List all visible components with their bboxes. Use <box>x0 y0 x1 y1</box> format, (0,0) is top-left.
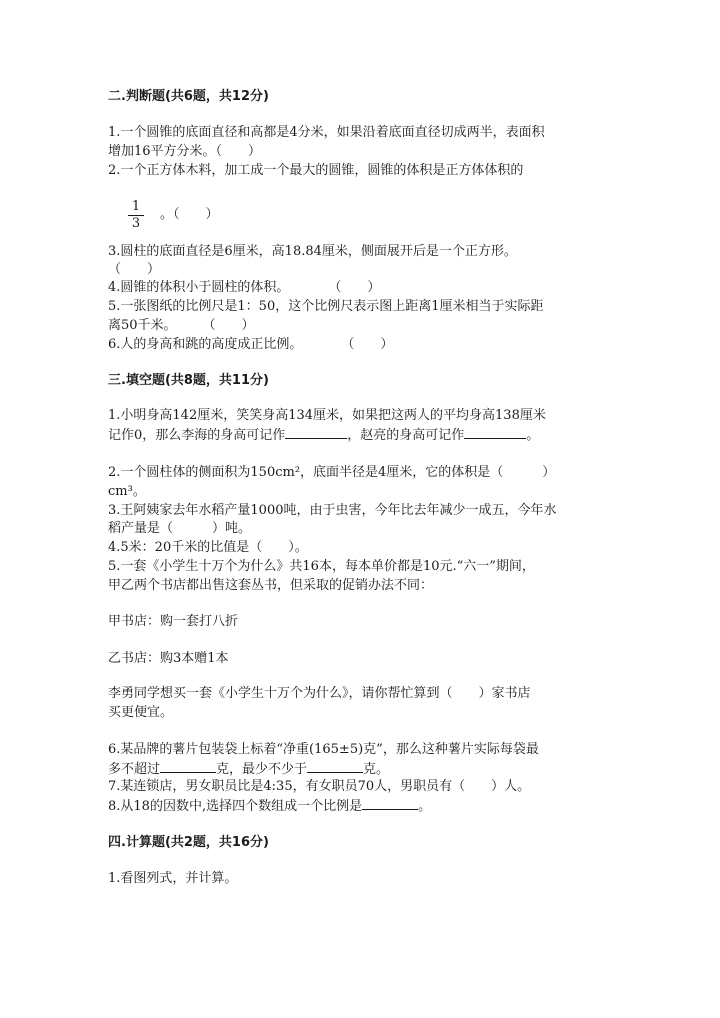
s3-q1-line2 <box>108 426 539 445</box>
s3-q3-line1: 3.王阿姨家去年水稻产量1000吨，由于虫害，今年比去年减少一成五，今年水 <box>108 503 557 518</box>
s4-q1: 1.看图列式，并计算。 <box>108 871 238 886</box>
answer-blank[interactable] <box>285 426 347 439</box>
s2-q5-line2: 离50千米。 （ ） <box>108 318 255 333</box>
section-3-title: 三.填空题(共8题，共11分) <box>108 373 269 388</box>
s3-q1-text-a: 记作0，那么李海的身高可记作 <box>108 428 286 443</box>
section-4-title: 四.计算题(共2题，共16分) <box>108 835 269 850</box>
s2-q2-line1: 2.一个正方体木料，加工成一个最大的圆锥，圆锥的体积是正方体体积的 <box>108 163 524 178</box>
s2-q1-line2: 增加16平方分米。（ ） <box>108 144 262 159</box>
s3-q3-line2: 稻产量是（ ）吨。 <box>108 521 252 536</box>
s3-shop-a: 甲书店：购一套打八折 <box>108 614 239 629</box>
s3-q5-line1: 5.一套《小学生十万个为什么》共16本，每本单价都是10元.“六一”期间， <box>108 559 535 574</box>
s3-q7: 7.某连锁店，男女职员比是4:35，有女职员70人，男职员有（ ）人。 <box>108 779 531 794</box>
s2-q3-line1: 3.圆柱的底面直径是6厘米，高18.84厘米，侧面展开后是一个正方形。 <box>108 244 517 259</box>
s2-q5-line1: 5.一张图纸的比例尺是1：50，这个比例尺表示图上距离1厘米相当于实际距 <box>108 299 544 314</box>
answer-blank[interactable] <box>362 797 418 810</box>
s3-shop-b: 乙书店：购3本赠1本 <box>108 651 229 666</box>
fraction-numerator: 1 <box>131 199 141 214</box>
s3-q6-line1: 6.某品牌的薯片包装袋上标着“净重(165±5)克”，那么这种薯片实际每袋最 <box>108 742 539 757</box>
s3-q5-line3: 李勇同学想买一套《小学生十万个为什么》，请你帮忙算到（ ）家书店 <box>108 686 531 701</box>
answer-blank[interactable] <box>160 760 216 773</box>
s2-q6: 6.人的身高和跳的高度成正比例。 （ ） <box>108 337 394 352</box>
s2-q4: 4.圆锥的体积小于圆柱的体积。 （ ） <box>108 280 381 295</box>
s3-q5-line4: 买更便宜。 <box>108 705 174 720</box>
s2-q1-line1: 1.一个圆锥的底面直径和高都是4分米，如果沿着底面直径切成两半，表面积 <box>108 125 545 140</box>
s2-q2-fraction <box>128 200 144 231</box>
s3-q6-line2 <box>108 760 389 779</box>
s3-q4: 4.5米：20千米的比值是（ ）。 <box>108 540 308 555</box>
s3-q1-text-c: 。 <box>526 428 540 443</box>
answer-blank[interactable] <box>464 426 526 439</box>
s3-q1-text-b: ，赵亮的身高可记作 <box>347 428 465 443</box>
answer-blank[interactable] <box>307 760 363 773</box>
s3-q6-text-c: 克。 <box>363 762 390 777</box>
s3-q6-text-a: 多不超过 <box>108 762 161 777</box>
s3-q8 <box>108 797 431 816</box>
s3-q1-line1: 1.小明身高142厘米，笑笑身高134厘米，如果把这两人的平均身高138厘米 <box>108 408 546 423</box>
s2-q2-tail: 。（ ） <box>160 207 219 222</box>
s3-q8-text-a: 8.从18的因数中,选择四个数组成一个比例是 <box>108 799 363 814</box>
s2-q3-line2: （ ） <box>108 262 161 277</box>
s3-q5-line2: 甲乙两个书店都出售这套丛书，但采取的促销办法不同： <box>108 578 434 593</box>
s3-q8-text-b: 。 <box>418 799 432 814</box>
s3-q2-line2: cm³。 <box>108 484 146 499</box>
s3-q6-text-b: 克，最少不少于 <box>216 762 308 777</box>
section-2-title: 二.判断题(共6题，共12分) <box>108 89 269 104</box>
fraction-denominator: 3 <box>131 216 141 231</box>
s3-q2-line1: 2.一个圆柱体的侧面积为150cm²，底面半径是4厘米，它的体积是（ ） <box>108 465 556 480</box>
